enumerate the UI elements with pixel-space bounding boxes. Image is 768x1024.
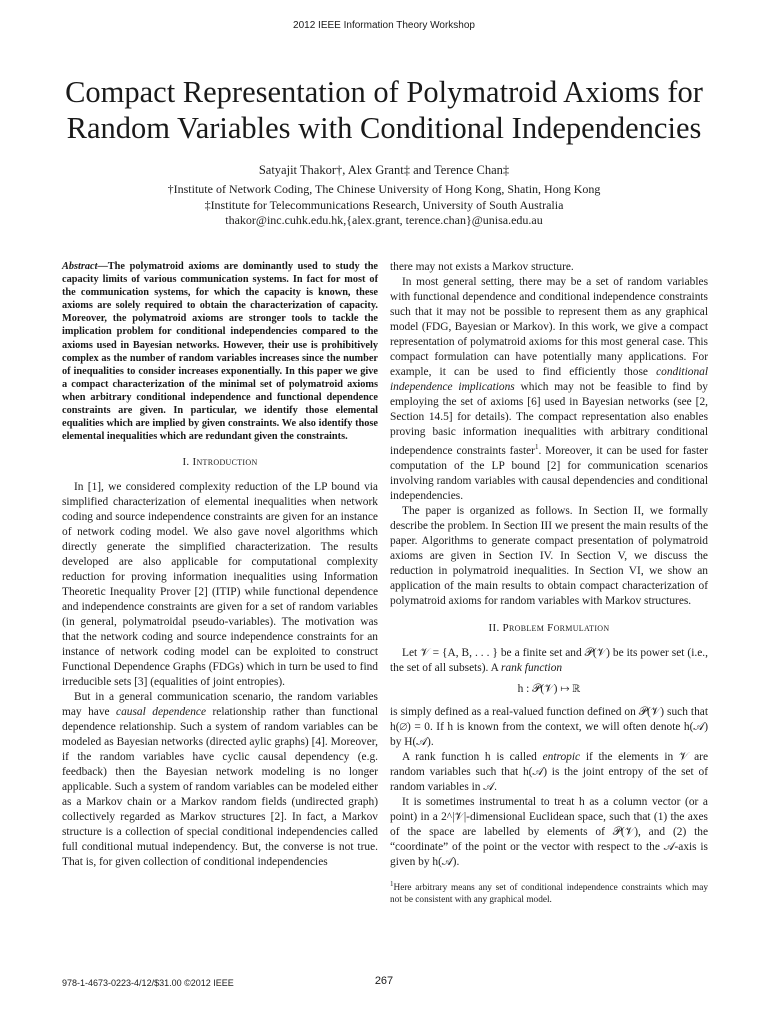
footnote-reference: 1 [534,443,539,451]
affiliation-2: ‡Institute for Telecommunications Research, University of South Australia [204,198,564,212]
emphasis-ci-implications: conditional independence implications [390,366,708,393]
intro-paragraph-1: In [1], we considered complexity reduction of the LP bound via simplified characterization of elemental inequalities when network coding and source independence constraints are given for an instance of network coding model. We also gave novel algorithms which directly generate the simplified characterization. The results developed are also applicable for computational complexity reduction for proving information inequalities using Information Theoretic Inequality Prover [2] (ITIP) while functional dependence and independence constraints are given for a set of random variables (in general, polymatroidal pseudo-variables). The motivation was that the network coding and source independence constraints for an instance of network coding model can be exploited to construct Functional Dependence Graphs (FDGs) which in turn be used to find irreducible sets [3] (equalities of joint entropies). [62,481,378,689]
emphasis-causal-dependence: causal dependence [116,706,207,719]
text-span: . Moreover, it can be used for faster computation of the LP bound [2] for communication scenarios involving random variables with causal dependencies and conditional independencies. [390,444,708,502]
author-emails: thakor@inc.cuhk.edu.hk,{alex.grant, terence.chan}@unisa.edu.au [225,213,543,227]
text-span: A rank function h is called [402,750,543,763]
right-paragraph-6: It is sometimes instrumental to treat h as a column vector (or a point) in a 2^|𝒱|-dimensional Euclidean space, such that (1) the axes of the space are labelled by elements of 𝒫(𝒱), and (2) the “coordinate” of the point or the vector with respect to the 𝒜-axis is given by h(𝒜). [390,795,708,868]
footnote [390,878,708,906]
right-paragraph-0: there may not exists a Markov structure. [390,261,574,273]
text-span: which may not be feasible to find by employing the set of axioms [6] used in Bayesian networks (see [2, Section 14.5] for details). The compact representation also enables proving basic information inequalities with arbitrary conditional independence constraints faster [390,381,708,457]
display-equation: h : 𝒫(𝒱) ↦ ℝ [517,682,581,695]
title-line-2: Random Variables with Conditional Independencies [66,111,702,145]
text-span: Let 𝒱 = {A, B, . . . } be a finite set and 𝒫(𝒱) be its power set (i.e., the set of all subsets). A [390,646,708,674]
right-column [390,260,708,906]
section-heading-problem-formulation: II. Problem Formulation [488,621,610,634]
conference-header: 2012 IEEE Information Theory Workshop [293,20,475,31]
right-paragraph-3 [390,646,708,676]
title-line-1: Compact Representation of Polymatroid Axioms for [65,75,703,109]
emphasis-entropic: entropic [542,750,581,763]
abstract [62,260,378,443]
text-span: if the elements in 𝒱 are random variables such that h(𝒜) is the joint entropy of the set of random variables in 𝒜. [390,750,708,793]
paper-title [20,74,748,146]
text-span: In most general setting, there may be a set of random variables with functional dependence and conditional independence constraints such that it may not be possible to represent them as any graphical model (FDG, Bayesian or Markov). In this work, we give a compact representation of polymatroid axioms for this most general case. This compact formulation can have potentially many applications. For example, it can be used to find efficiently those [390,276,708,378]
right-paragraph-2: The paper is organized as follows. In Section II, we formally describe the problem. In Section III we present the main results of the paper. Algorithms to generate compact presentation of polymatroid axioms are given in Section IV. In Section V, we discuss the reduction in polymatroid inequalities. In Section VI, we show an application of the main results to obtain compact characterization of polymatroid axioms for random variables with Markov structures. [390,504,708,607]
abstract-label: Abstract [62,261,98,272]
emphasis-rank-function: rank function [501,661,563,674]
right-paragraph-4: is simply defined as a real-valued function defined on 𝒫(𝒱) such that h(∅) = 0. If h is known from the context, we will often denote h(𝒜) by H(𝒜). [390,705,708,748]
section-heading-introduction: I. Introduction [182,456,258,469]
affiliation-1: †Institute of Network Coding, The Chinese University of Hong Kong, Shatin, Hong Kong [167,182,601,196]
left-column [62,260,378,870]
footnote-text: Here arbitrary means any set of conditional independence constraints which may not be consistent with any graphical model. [390,882,708,905]
right-paragraph-5 [390,750,708,795]
text-span: But in a general communication scenario, the random variables may have [62,691,378,719]
text-span: relationship rather than functional dependence relationship. Such a system of random variables can be modeled as Bayesian networks (directed aylic graphs) [4]. Moreover, if the random variables have cyclic causal dependency (e.g. feedback) then the Bayesian network modeling is no longer applicable. Such a system of random variables can be modeled either as a Markov chain or a Markov random fields (undirected graph) collectively regarded as Markov structures [2]. In fact, a Markov structure is a collection of special conditional independencies called full conditional mutual independency. But, the converse is not true. That is, for given collection of conditional independencies [62,706,378,869]
right-paragraph-1 [390,275,708,504]
abstract-text: —The polymatroid axioms are dominantly used to study the capacity limits of various communication systems. In fact for most of the communication systems, for which the capacity is known, these axioms are solely required to obtain the characterization of capacity. Moreover, the polymatroid axioms are stronger tools to tackle the implication problem for conditional independencies compared to the axioms used in Bayesian networks. However, their use is prohibitively complex as the number of random variables increases since the number of inequalities to consider increases exponentially. In this paper we give a compact characterization of the minimal set of polymatroid axioms when arbitrary conditional independence and functional dependence constraints are given. In particular, we identify those elemental equalities which are implied by given constraints. We also identify those elemental inequalities which are redundant given the constraints. [62,261,378,443]
page-number: 267 [374,975,394,987]
intro-paragraph-2 [62,690,378,870]
authors: Satyajit Thakor†, Alex Grant‡ and Terence Chan‡ [258,163,510,177]
copyright-footer: 978-1-4673-0223-4/12/$31.00 ©2012 IEEE [62,978,234,988]
footnote-mark: 1 [390,879,394,888]
